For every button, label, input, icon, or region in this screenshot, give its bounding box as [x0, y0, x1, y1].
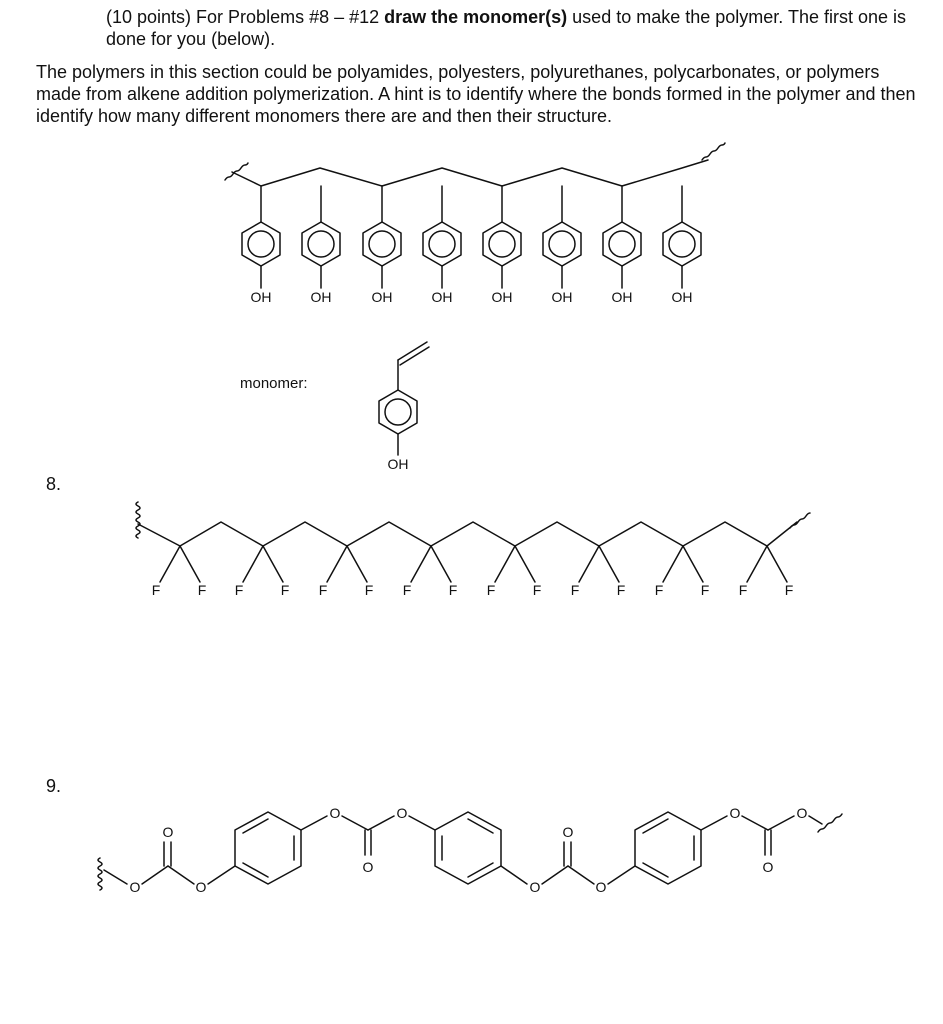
example-polymer	[225, 143, 725, 288]
fluorine-label: F	[486, 582, 496, 598]
wavy-end-left	[98, 858, 102, 890]
oxygen-label: O	[729, 805, 741, 821]
oxygen-label: O	[362, 859, 374, 875]
fluorine-label: F	[616, 582, 626, 598]
problem-9-polymer	[98, 812, 842, 890]
oxygen-label: O	[329, 805, 341, 821]
oh-label: OH	[431, 289, 453, 305]
fluorine-label: F	[448, 582, 458, 598]
wavy-end-right	[790, 513, 810, 528]
fluorine-label: F	[318, 582, 328, 598]
benzene-ring-2	[435, 812, 501, 884]
benzene-ring-1	[235, 812, 301, 884]
oxygen-label: O	[129, 879, 141, 895]
problem-8-polymer	[136, 502, 810, 582]
oxygen-label: O	[562, 824, 574, 840]
problem-8-fluorine-labels	[152, 582, 794, 598]
wavy-end-right	[702, 143, 725, 160]
fluorine-label: F	[197, 582, 207, 598]
problem-9-number: 9.	[46, 776, 62, 796]
polymer-backbone	[138, 522, 797, 546]
instructions-prefix: (10 points) For Problems #8 – #12	[106, 7, 385, 27]
oxygen-label: O	[762, 859, 774, 875]
hint-paragraph: The polymers in this section could be polyamides, polyesters, polyurethanes, polycarbonates, or polymers made from alkene addition polymerization. A hint is to identify where the bonds formed in the polymer and then identify how many different monomers there are and then their structure.	[36, 62, 916, 126]
fluorine-label: F	[784, 582, 794, 598]
example-monomer	[379, 342, 429, 455]
oxygen-label: O	[595, 879, 607, 895]
problem-8-number: 8.	[46, 474, 62, 494]
fluorine-label: F	[234, 582, 244, 598]
benzene-ring-3	[635, 812, 701, 884]
wavy-end-left	[136, 502, 140, 538]
oh-label: OH	[611, 289, 633, 305]
oxygen-label: O	[529, 879, 541, 895]
oh-label: OH	[491, 289, 513, 305]
oxygen-label: O	[195, 879, 207, 895]
phenol-pendant	[242, 186, 280, 288]
oh-label: OH	[310, 289, 332, 305]
polymer-backbone	[232, 160, 708, 186]
oh-label: OH	[551, 289, 573, 305]
fluorine-label: F	[402, 582, 412, 598]
oxygen-label: O	[162, 824, 174, 840]
oxygen-label: O	[796, 805, 808, 821]
cf2-branch	[160, 546, 200, 582]
monomer-oh-label: OH	[387, 456, 409, 472]
fluorine-label: F	[280, 582, 290, 598]
fluorine-label: F	[532, 582, 542, 598]
fluorine-label: F	[654, 582, 664, 598]
fluorine-label: F	[738, 582, 748, 598]
fluorine-label: F	[570, 582, 580, 598]
fluorine-label: F	[151, 582, 161, 598]
example-polymer-labels	[251, 289, 693, 305]
oxygen-label: O	[396, 805, 408, 821]
monomer-label: monomer:	[240, 375, 308, 392]
instructions-bold: draw the monomer(s)	[384, 7, 568, 27]
instructions-suffix: used to make the polymer. The first one is done for you (below).	[106, 7, 907, 49]
oh-label: OH	[371, 289, 393, 305]
oh-label: OH	[250, 289, 272, 305]
fluorine-label: F	[364, 582, 374, 598]
fluorine-label: F	[700, 582, 710, 598]
oh-label: OH	[671, 289, 693, 305]
